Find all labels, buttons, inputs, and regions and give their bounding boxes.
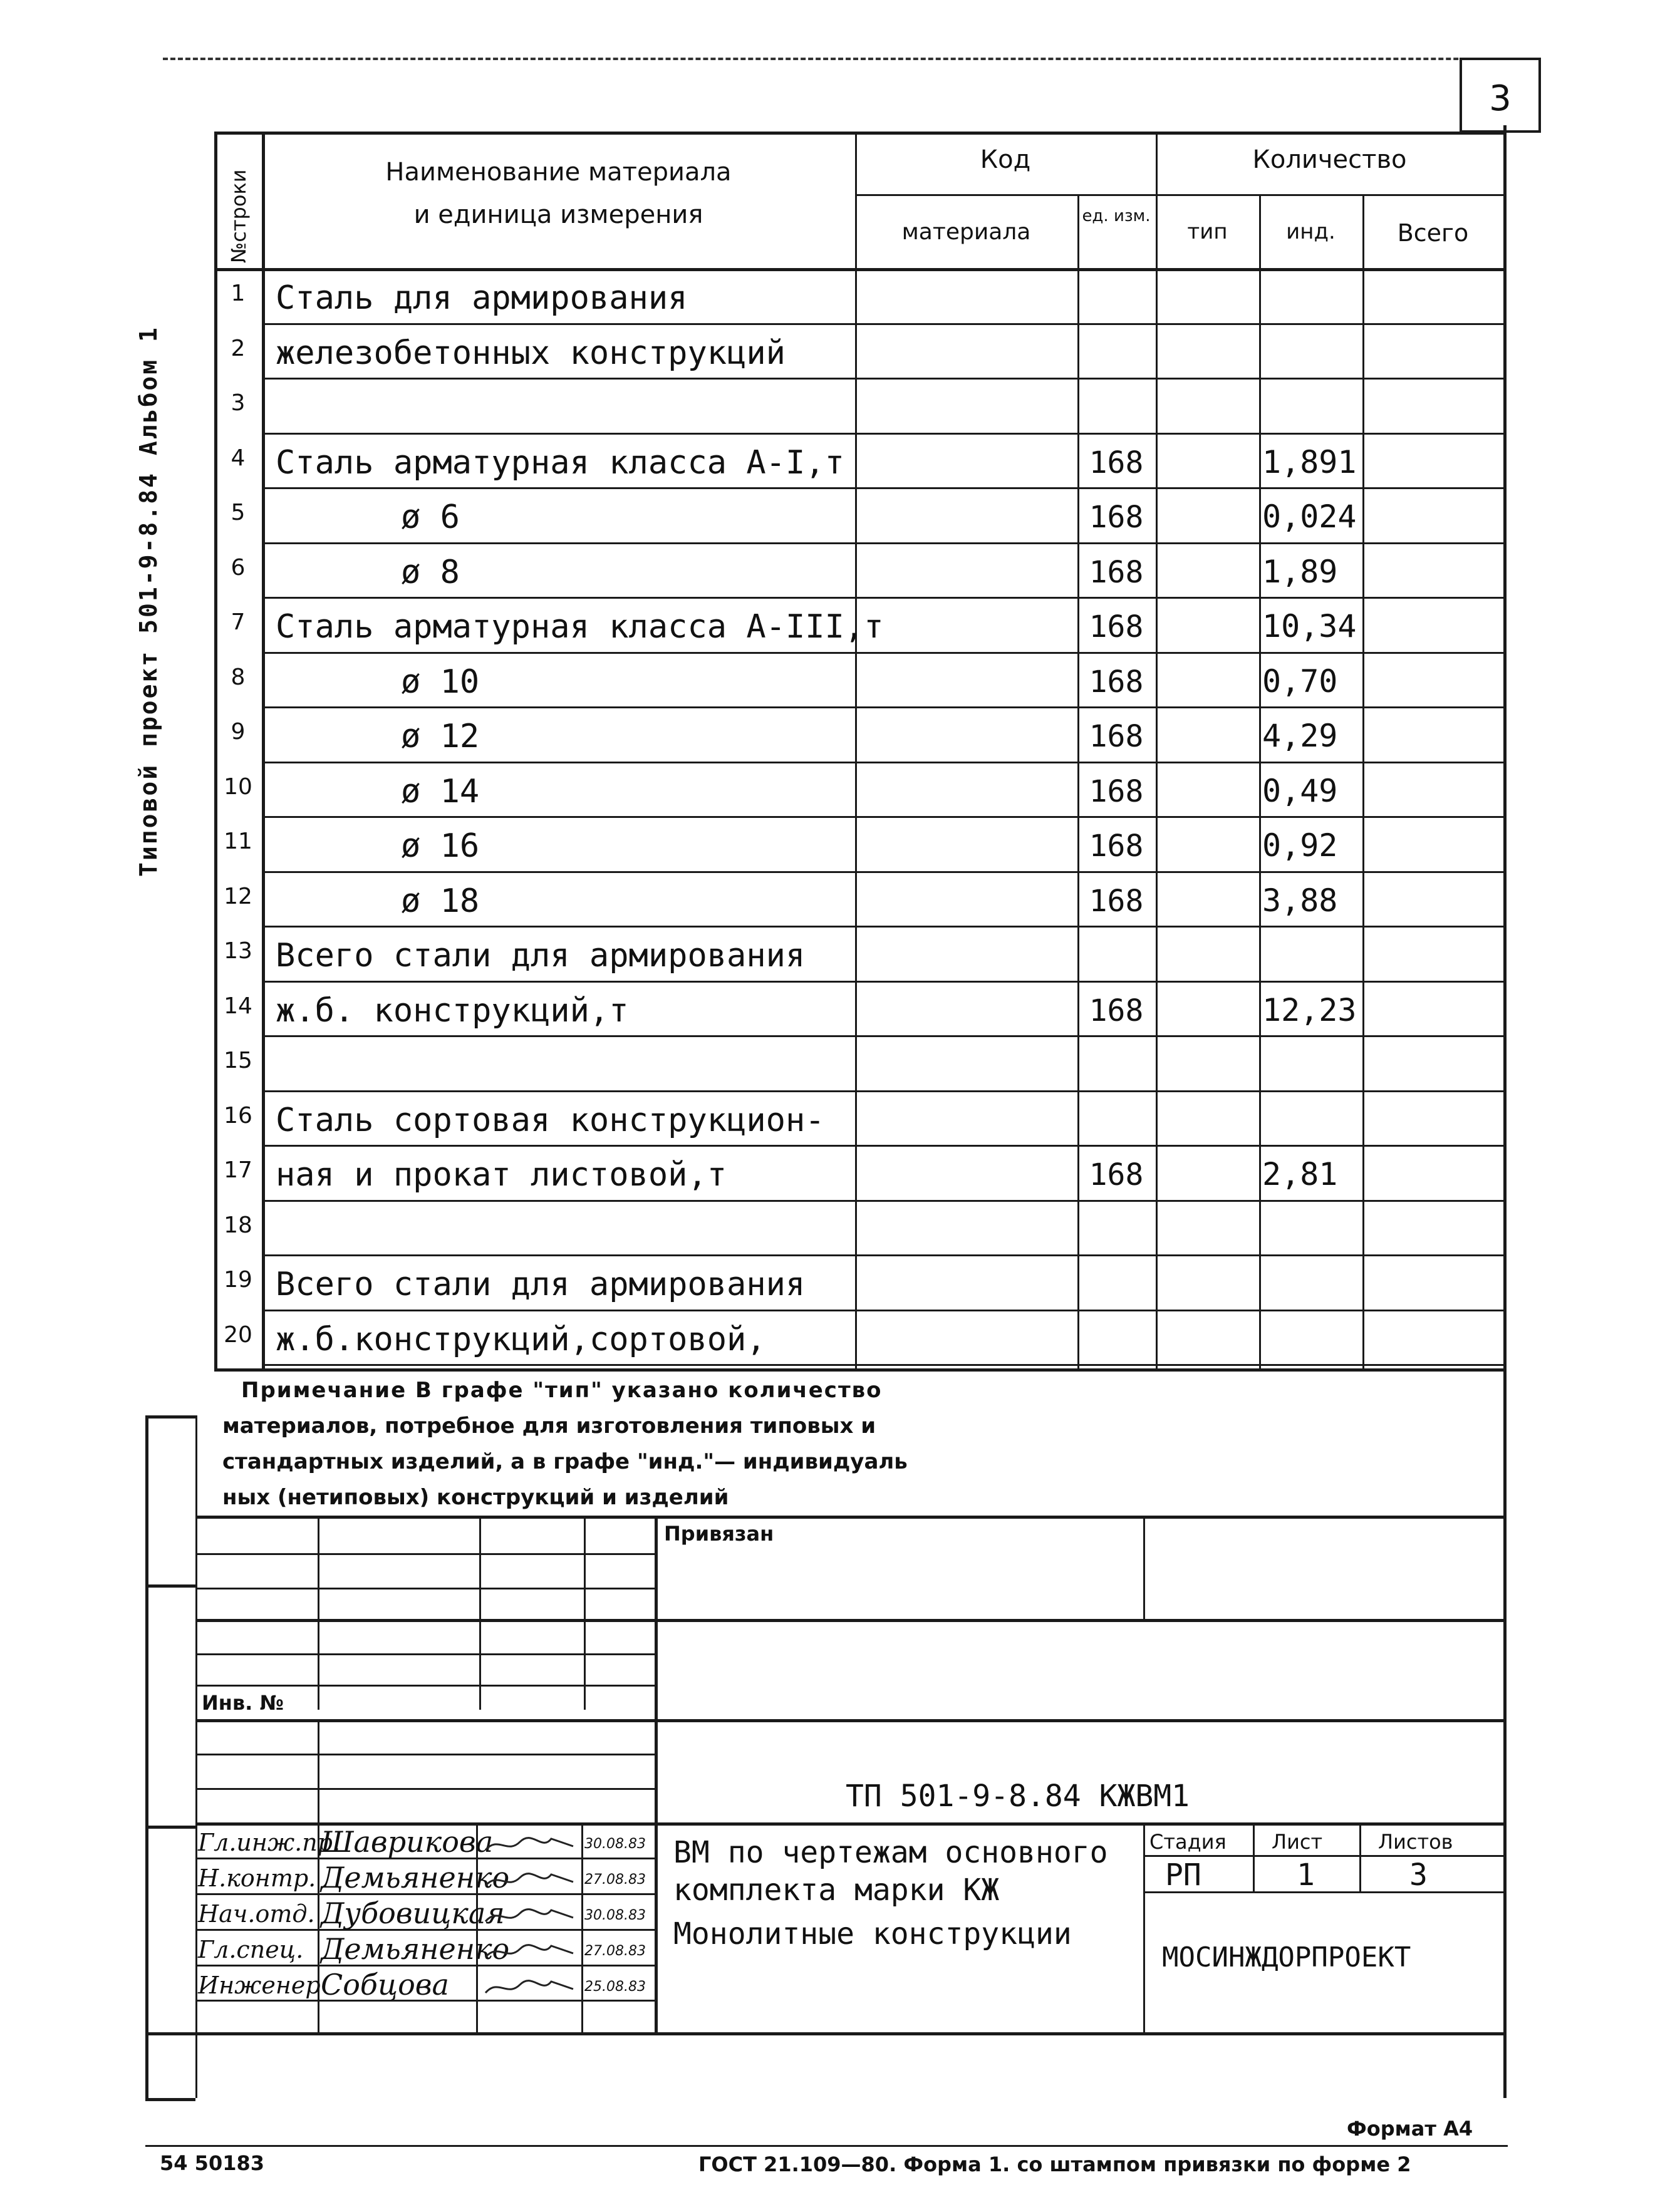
signer-role: Н.контр. <box>198 1864 316 1892</box>
row-ind-quantity: 0,92 <box>1262 827 1338 864</box>
stamp-title-line2: комплекта марки КЖ <box>673 1873 1000 1908</box>
note-line1: Примечание В графе "тип" указано количество <box>241 1378 883 1403</box>
row-unit-code: 168 <box>1089 554 1144 590</box>
stamp-stage-label: Стадия <box>1149 1830 1227 1854</box>
header-row-no: №строки <box>227 169 251 263</box>
stamp-inv-no: Инв. № <box>202 1691 284 1715</box>
stamp-privyazan: Привязан <box>664 1522 774 1546</box>
row-unit-code: 168 <box>1089 1157 1144 1192</box>
row-number: 7 <box>231 609 246 635</box>
row-material-name: ж.б. конструкций,т <box>276 991 629 1030</box>
row-ind-quantity: 0,49 <box>1262 772 1338 809</box>
row-material-name: ø 12 <box>401 718 480 755</box>
footer-gost: ГОСТ 21.109—80. Форма 1. со штампом привязки по форме 2 <box>698 2153 1411 2176</box>
row-number: 14 <box>224 993 252 1019</box>
stamp-sheet: 1 <box>1297 1858 1315 1893</box>
row-unit-code: 168 <box>1089 883 1144 919</box>
header-name-line1: Наименование материала <box>385 158 732 187</box>
sheet-number: 3 <box>1489 78 1512 119</box>
signer-name: Демьяненко <box>321 1932 510 1966</box>
stamp-sheets: 3 <box>1409 1858 1428 1893</box>
row-ind-quantity: 4,29 <box>1262 718 1338 754</box>
stamp-org: МОСИНЖДОРПРОЕКТ <box>1162 1941 1411 1973</box>
row-material-name: ø 10 <box>401 663 480 701</box>
row-material-name: Всего стали для армирования <box>276 937 806 974</box>
row-number: 13 <box>224 938 252 964</box>
row-unit-code: 168 <box>1089 664 1144 700</box>
row-number: 10 <box>224 773 252 800</box>
signer-name: Демьяненко <box>321 1861 510 1894</box>
row-number: 12 <box>224 883 252 909</box>
stamp-sheet-label: Лист <box>1272 1830 1323 1854</box>
row-material-name: Сталь для армирования <box>276 279 688 317</box>
row-ind-quantity: 1,891 <box>1262 443 1357 480</box>
row-material-name: Сталь арматурная класса А-III,т <box>276 608 884 646</box>
note-line3: стандартных изделий, а в графе "инд."— индивидуаль <box>222 1449 908 1474</box>
header-name-line2: и единица измерения <box>413 200 703 229</box>
signature-scribble <box>482 1832 576 1860</box>
signature-scribble <box>482 1904 576 1931</box>
row-ind-quantity: 1,89 <box>1262 553 1338 590</box>
row-number: 15 <box>224 1048 252 1073</box>
row-unit-code: 168 <box>1089 829 1144 864</box>
row-unit-code: 168 <box>1089 445 1144 480</box>
footer-format: Формат А4 <box>1347 2117 1473 2141</box>
footer-left-code: 54 50183 <box>160 2151 264 2175</box>
header-unit: ед. изм. <box>1082 207 1151 225</box>
row-number: 11 <box>224 829 252 854</box>
note-line2: материалов, потребное для изготовления типовых и <box>222 1414 876 1439</box>
row-number: 17 <box>224 1157 252 1183</box>
signature-scribble <box>482 1868 576 1896</box>
signature-scribble <box>482 1940 576 1967</box>
row-number: 5 <box>231 500 246 525</box>
signer-date: 27.08.83 <box>584 1872 646 1888</box>
header-total: Всего <box>1397 219 1469 247</box>
signer-date: 30.08.83 <box>584 1836 646 1852</box>
row-unit-code: 168 <box>1089 609 1144 644</box>
row-number: 18 <box>224 1212 252 1238</box>
row-ind-quantity: 10,34 <box>1262 608 1357 644</box>
row-number: 16 <box>224 1102 252 1129</box>
row-ind-quantity: 12,23 <box>1262 991 1357 1028</box>
row-number: 4 <box>231 445 246 471</box>
row-number: 9 <box>231 719 246 745</box>
signer-role: Гл.спец. <box>198 1936 304 1963</box>
row-number: 8 <box>231 664 246 690</box>
row-unit-code: 168 <box>1089 773 1144 809</box>
row-material-name: ø 8 <box>401 553 460 591</box>
row-material-name: ø 18 <box>401 882 480 920</box>
row-material-name: Сталь сортовая конструкцион- <box>276 1101 825 1139</box>
row-number: 3 <box>231 390 246 416</box>
header-ind: инд. <box>1286 219 1336 244</box>
header-material: материала <box>901 219 1031 245</box>
stamp-sheets-label: Листов <box>1378 1830 1453 1854</box>
row-material-name: ø 6 <box>401 499 460 536</box>
signer-name: Дубовицкая <box>321 1896 505 1930</box>
header-type: тип <box>1187 219 1228 244</box>
row-number: 1 <box>231 281 246 306</box>
signer-role: Гл.инж.пр. <box>198 1829 341 1856</box>
stamp-title-line3: Монолитные конструкции <box>673 1916 1072 1951</box>
row-ind-quantity: 0,024 <box>1262 499 1357 535</box>
row-ind-quantity: 2,81 <box>1262 1156 1338 1192</box>
side-label: Типовой проект 501-9-8.84 Альбом 1 <box>135 326 162 877</box>
header-code: Код <box>980 145 1031 174</box>
top-border-line <box>163 58 1541 60</box>
row-material-name: Сталь арматурная класса А-I,т <box>276 443 844 482</box>
row-ind-quantity: 0,70 <box>1262 663 1338 700</box>
header-quantity: Количество <box>1252 145 1407 174</box>
row-material-name: ø 14 <box>401 772 480 810</box>
signer-date: 27.08.83 <box>584 1943 646 1959</box>
row-number: 20 <box>224 1321 252 1348</box>
signature-scribble <box>482 1975 576 2003</box>
row-number: 6 <box>231 554 246 581</box>
signer-role: Инженер <box>198 1972 321 1999</box>
row-ind-quantity: 3,88 <box>1262 882 1338 919</box>
stamp-stage: РП <box>1165 1858 1201 1893</box>
row-material-name: ная и прокат листовой,т <box>276 1156 727 1194</box>
stamp-doc-code: ТП 501-9-8.84 КЖВМ1 <box>846 1779 1190 1814</box>
signer-name: Собцова <box>321 1968 449 2002</box>
row-material-name: ø 16 <box>401 827 480 865</box>
row-number: 19 <box>224 1267 252 1293</box>
stamp-title-line1: ВМ по чертежам основного <box>673 1835 1108 1870</box>
row-unit-code: 168 <box>1089 993 1144 1028</box>
note-line4: ных (нетиповых) конструкций и изделий <box>222 1485 729 1510</box>
signer-name: Шаврикова <box>321 1825 494 1859</box>
row-unit-code: 168 <box>1089 719 1144 754</box>
row-unit-code: 168 <box>1089 500 1144 535</box>
row-number: 2 <box>231 335 246 361</box>
row-material-name: железобетонных конструкций <box>276 334 786 372</box>
signer-role: Нач.отд. <box>198 1900 315 1928</box>
row-material-name: ж.б.конструкций,сортовой, <box>276 1320 766 1358</box>
signer-date: 30.08.83 <box>584 1908 646 1923</box>
signer-date: 25.08.83 <box>584 1979 646 1995</box>
row-material-name: Всего стали для армирования <box>276 1266 806 1303</box>
